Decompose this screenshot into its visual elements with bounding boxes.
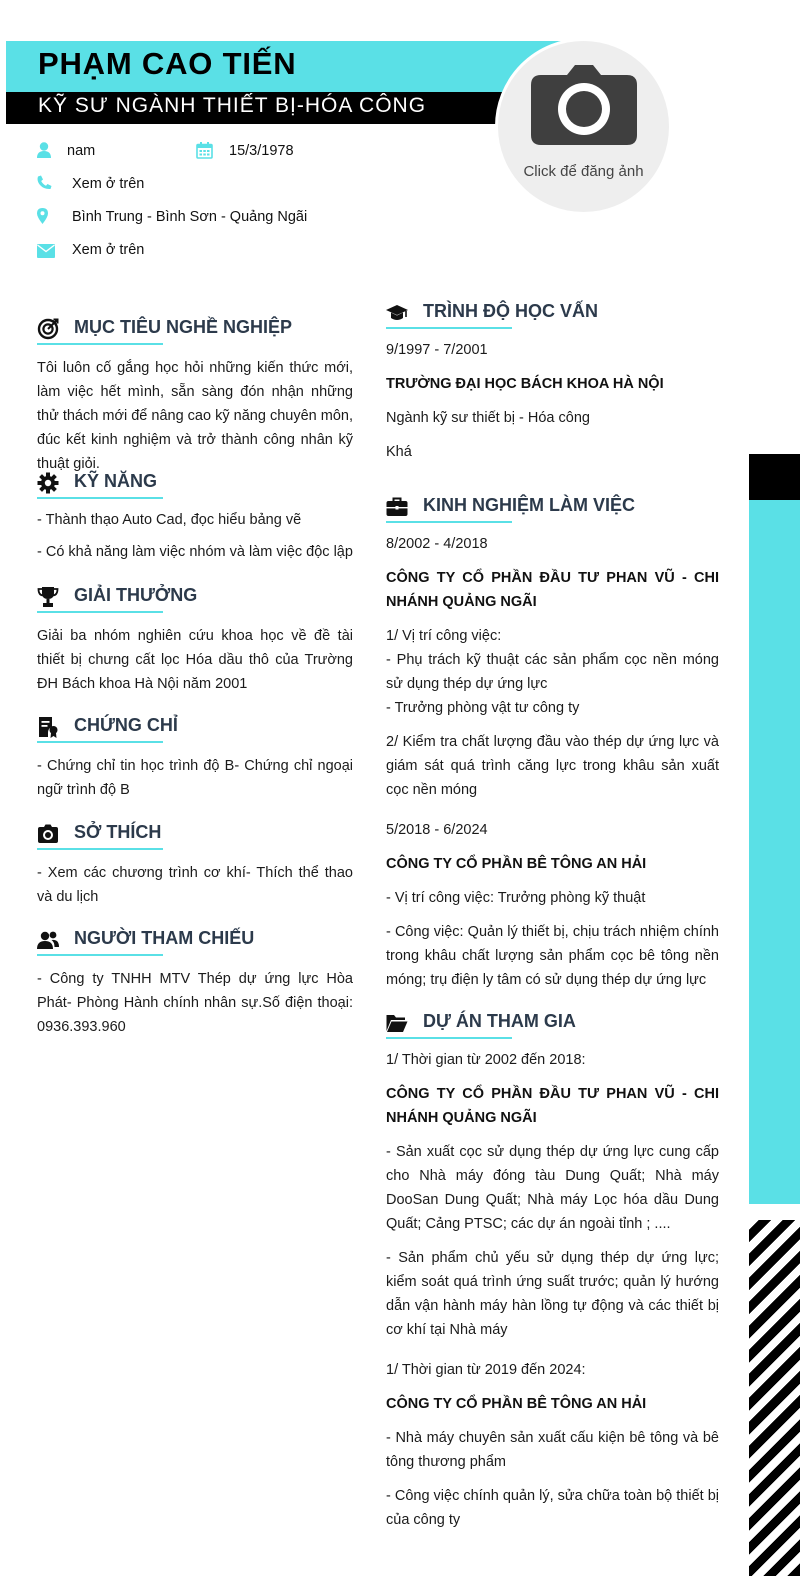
job-period: 5/2018 - 6/2024 <box>386 822 488 838</box>
section-underline <box>386 521 512 523</box>
project-description: - Sản xuất cọc sử dụng thép dự ứng lực cung cấp cho Nhà máy đóng tàu Dung Quất; Nhà máy DooSan Dung Quất; Nhà máy Lọc hóa dầu Dung Quất; Cảng PTSC; các dự án ngoài tỉnh ; .... <box>386 1144 719 1232</box>
email-value: Xem ở trên <box>72 242 145 258</box>
section-title: SỞ THÍCH <box>74 822 162 842</box>
skill-item: - Thành thạo Auto Cad, đọc hiểu bảng vẽ <box>37 512 302 528</box>
job-description: - Công việc: Quản lý thiết bị, chịu trách nhiệm chính trong khâu chất lượng sản phẩm cọc bê tông nền móng; trụ điện ly tâm có sử dụng thép dự ứng lực <box>386 924 719 988</box>
projects-section <box>386 1010 719 1532</box>
map-pin-icon <box>37 208 48 224</box>
phone-row <box>37 175 337 195</box>
job-description-line: - Trưởng phòng vật tư công ty <box>386 700 580 716</box>
project-period: 1/ Thời gian từ 2002 đến 2018: <box>386 1052 586 1068</box>
photo-upload-label: Click để đăng ảnh <box>523 163 644 180</box>
section-underline <box>37 741 163 743</box>
section-title: MỤC TIÊU NGHỀ NGHIỆP <box>74 317 293 337</box>
graduation-cap-icon <box>386 302 408 324</box>
section-underline <box>37 343 163 345</box>
certificates-section <box>37 714 353 802</box>
birthday-row <box>196 142 346 162</box>
envelope-icon <box>37 244 55 258</box>
education-period: 9/1997 - 7/2001 <box>386 342 488 358</box>
email-row <box>37 241 237 261</box>
section-underline <box>386 327 512 329</box>
project-period: 1/ Thời gian từ 2019 đến 2024: <box>386 1362 586 1378</box>
briefcase-icon <box>386 496 408 518</box>
gender-value: nam <box>67 143 96 159</box>
hobbies-section <box>37 821 353 909</box>
camera-icon <box>37 823 59 845</box>
section-header <box>386 1010 719 1040</box>
objective-section <box>37 316 353 476</box>
certificate-icon <box>37 716 59 738</box>
section-header <box>37 927 353 957</box>
gender-row <box>37 142 187 162</box>
project-company: CÔNG TY CỔ PHẦN BÊ TÔNG AN HẢI <box>386 1396 647 1412</box>
awards-section <box>37 584 353 696</box>
job-company: CÔNG TY CỔ PHẦN BÊ TÔNG AN HẢI <box>386 856 647 872</box>
education-section <box>386 300 719 464</box>
job-description: 2/ Kiểm tra chất lượng đầu vào thép dự ứng lực và giám sát quá trình căng lực trong khâu sản xuất cọc nền móng <box>386 734 719 798</box>
section-title: KỸ NĂNG <box>74 471 158 491</box>
users-icon <box>37 929 59 951</box>
certificate-text: - Chứng chỉ tin học trình độ B- Chứng chỉ ngoại ngữ trình độ B <box>37 758 353 798</box>
trophy-icon <box>37 586 59 608</box>
section-title: GIẢI THƯỞNG <box>74 585 198 605</box>
calendar-icon <box>196 142 213 159</box>
job-description-line: - Phụ trách kỹ thuật các sản phẩm cọc nền móng sử dụng thép dự ứng lực <box>386 652 719 692</box>
side-bar-cyan <box>749 500 800 1204</box>
gear-icon <box>37 472 59 494</box>
section-header <box>386 300 719 330</box>
hobbies-text: - Xem các chương trình cơ khí- Thích thể thao và du lịch <box>37 865 353 905</box>
address-row <box>37 208 357 228</box>
skills-section <box>37 470 353 564</box>
section-title: KINH NGHIỆM LÀM VIỆC <box>423 495 636 515</box>
folder-icon <box>386 1012 408 1034</box>
education-major: Ngành kỹ sư thiết bị - Hóa công <box>386 410 590 426</box>
job-description-line: 1/ Vị trí công việc: <box>386 628 502 644</box>
section-underline <box>37 497 163 499</box>
section-header <box>37 714 353 744</box>
camera-icon <box>531 65 637 145</box>
phone-value: Xem ở trên <box>72 176 145 192</box>
project-description: - Công việc chính quản lý, sửa chữa toàn bộ thiết bị của công ty <box>386 1488 719 1528</box>
award-text: Giải ba nhóm nghiên cứu khoa học về đề tài thiết bị chưng cất lọc Hóa dầu thô của Trường ĐH Bách khoa Hà Nội năm 2001 <box>37 628 353 692</box>
section-header <box>37 584 353 614</box>
user-icon <box>37 142 51 158</box>
birthday-value: 15/3/1978 <box>229 143 294 159</box>
project-description: - Sản phẩm chủ yếu sử dụng thép dự ứng lực; kiểm soát quá trình ứng suất trước; quản lý hướng dẫn vận hành máy hàn lồng tự động và các thiết bị cơ khí tại Nhà máy <box>386 1250 719 1338</box>
section-header <box>37 316 353 346</box>
project-description: - Nhà máy chuyên sản xuất cấu kiện bê tông và bê tông thương phẩm <box>386 1430 719 1470</box>
section-header <box>37 470 353 500</box>
experience-section <box>386 494 719 992</box>
section-title: CHỨNG CHỈ <box>74 715 178 735</box>
section-underline <box>37 954 163 956</box>
job-description: - Vị trí công việc: Trưởng phòng kỹ thuật <box>386 890 646 906</box>
section-underline <box>386 1037 512 1039</box>
side-bar-stripes <box>749 1220 800 1576</box>
education-grade: Khá <box>386 444 412 460</box>
candidate-name: PHẠM CAO TIẾN <box>38 46 297 81</box>
section-title: NGƯỜI THAM CHIẾU <box>74 928 255 948</box>
reference-text: - Công ty TNHH MTV Thép dự ứng lực Hòa Phát- Phòng Hành chính nhân sự.Số điện thoại: 0936.393.960 <box>37 971 353 1035</box>
candidate-title: KỸ SƯ NGÀNH THIẾT BỊ-HÓA CÔNG <box>38 94 427 117</box>
section-underline <box>37 848 163 850</box>
job-period: 8/2002 - 4/2018 <box>386 536 488 552</box>
project-company: CÔNG TY CỔ PHẦN ĐẦU TƯ PHAN VŨ - CHI NHÁNH QUẢNG NGÃI <box>386 1086 719 1126</box>
target-icon <box>37 318 59 340</box>
section-underline <box>37 611 163 613</box>
references-section <box>37 927 353 1039</box>
side-bar-black <box>749 454 800 500</box>
photo-upload[interactable] <box>495 38 672 215</box>
section-header <box>37 821 353 851</box>
section-title: DỰ ÁN THAM GIA <box>423 1011 576 1031</box>
job-company: CÔNG TY CỔ PHẦN ĐẦU TƯ PHAN VŨ - CHI NHÁNH QUẢNG NGÃI <box>386 570 719 610</box>
address-value: Bình Trung - Bình Sơn - Quảng Ngãi <box>72 209 308 225</box>
section-title: TRÌNH ĐỘ HỌC VẤN <box>423 301 598 321</box>
section-header <box>386 494 719 524</box>
skill-item: - Có khả năng làm việc nhóm và làm việc độc lập <box>37 544 353 560</box>
objective-text: Tôi luôn cố gắng học hỏi những kiến thức mới, làm việc hết mình, sẵn sàng đón nhận những thử thách mới để nâng cao kỹ năng chuyên môn, đúc kết kinh nghiệm và trở thành công nhân kỹ thuật giỏi. <box>37 360 353 472</box>
education-school: TRƯỜNG ĐẠI HỌC BÁCH KHOA HÀ NỘI <box>386 376 664 392</box>
phone-icon <box>37 175 52 190</box>
